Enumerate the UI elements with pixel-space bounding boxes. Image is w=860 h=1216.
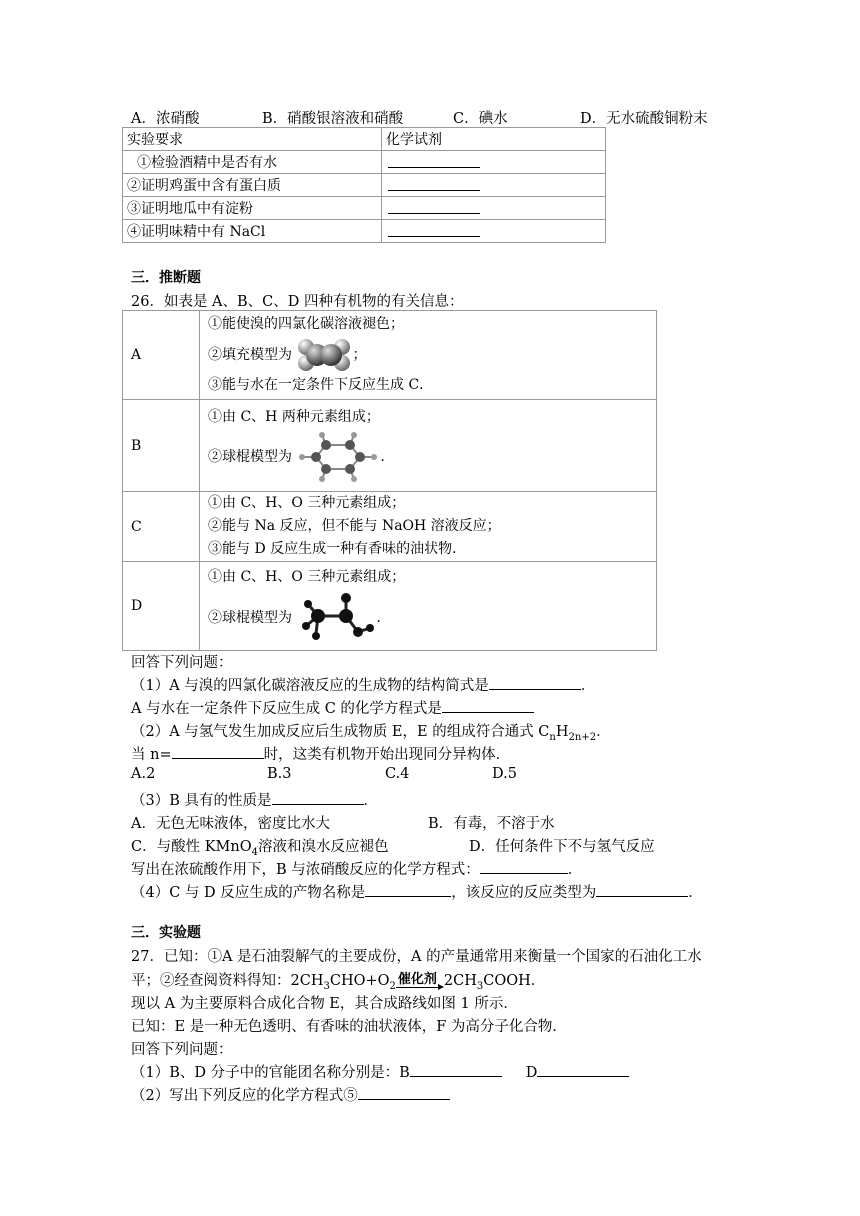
row-content <box>200 400 657 492</box>
question-text: 时，这类有机物开始出现同分异构体． <box>263 747 511 763</box>
row-label: C <box>123 492 200 562</box>
option-line <box>131 107 199 128</box>
table-row <box>123 311 657 400</box>
question-text: 当 n= <box>131 747 172 763</box>
choice-option: B.3 <box>267 766 292 782</box>
subscript: n <box>549 731 556 743</box>
table-row <box>123 197 606 220</box>
info-text: ②球棍模型为 <box>208 609 292 626</box>
answer-blank-cell <box>382 220 606 243</box>
choice-option: D．任何条件下不与氢气反应 <box>469 839 655 855</box>
arrow-icon <box>396 987 442 988</box>
row-content <box>200 492 657 562</box>
question-text: ． <box>567 862 583 878</box>
question-text: A 与水在一定条件下反应生成 C 的化学方程式是 <box>131 701 442 717</box>
question-text: （3）B 具有的性质是 <box>131 793 272 809</box>
option-d: D．无水硫酸铜粉末 <box>580 111 708 127</box>
question-text: H <box>555 724 569 740</box>
space-filling-model-icon <box>296 337 352 373</box>
question-text: 平；②经查阅资料得知：2CH <box>131 973 324 989</box>
answer-blank[interactable] <box>442 698 534 713</box>
choice-option: A．无色无味液体，密度比水大 <box>131 816 330 832</box>
answer-blank-cell <box>382 151 606 174</box>
sub-question-2a <box>131 720 611 743</box>
question-text: （1）A 与溴的四氯化碳溶液反应的生成物的结构简式是 <box>131 678 489 694</box>
subscript: 3 <box>323 980 330 992</box>
row-content <box>200 562 657 651</box>
info-line: ③能与水在一定条件下反应生成 C． <box>208 377 434 393</box>
answer-blank[interactable] <box>388 199 480 214</box>
acetic-acid-ball-stick-icon <box>296 590 376 646</box>
answer-blank[interactable] <box>388 176 480 191</box>
choice-option: A.2 <box>131 766 156 782</box>
option-b: B．硝酸银溶液和硝酸 <box>262 111 404 127</box>
q27-line <box>131 969 545 992</box>
answer-blank[interactable] <box>172 744 264 759</box>
subscript: 2 <box>389 980 396 992</box>
question-text: ． <box>688 885 703 901</box>
sub-question-3b <box>131 858 582 879</box>
table-cell: ①检验酒精中是否有水 <box>123 151 382 174</box>
answer-blank[interactable] <box>596 882 688 897</box>
question-text: （2）写出下列反应的化学方程式⑤ <box>131 1088 358 1104</box>
question-text: CHO+O <box>329 973 390 989</box>
info-text: ． <box>376 609 391 626</box>
info-line <box>208 336 652 374</box>
table-row <box>123 220 606 243</box>
info-line: ①由 C、H 两种元素组成； <box>208 409 380 425</box>
answer-blank-cell <box>382 174 606 197</box>
answer-blank[interactable] <box>365 882 451 897</box>
answer-blank[interactable] <box>480 859 568 874</box>
answer-blank[interactable] <box>388 222 480 237</box>
choice-option: C.4 <box>385 766 410 782</box>
answer-blank[interactable] <box>388 153 480 168</box>
question-text: ． <box>596 724 611 740</box>
info-line: ③能与 D 反应生成一种有香味的油状物． <box>208 541 467 557</box>
table-header-cell: 实验要求 <box>123 128 382 151</box>
section-title: 三．实验题 <box>131 925 201 941</box>
info-line <box>208 429 652 485</box>
question-text: 2CH <box>443 973 477 989</box>
info-text: ②填充模型为 <box>208 347 292 363</box>
sub-question-2b <box>131 743 510 764</box>
table-cell: ③证明地瓜中有淀粉 <box>123 197 382 220</box>
option-c: C．碘水 <box>453 111 508 127</box>
question-text: COOH． <box>483 973 546 989</box>
choice-option: B．有毒，不溶于水 <box>428 816 555 832</box>
info-line: ②能与 Na 反应，但不能与 NaOH 溶液反应； <box>208 518 501 534</box>
q27-subquestion-1 <box>131 1061 629 1082</box>
question-text: 溶液和溴水反应褪色 <box>257 839 389 855</box>
question-text: ． <box>363 793 378 809</box>
question-text: C．与酸性 KMnO <box>131 839 252 855</box>
info-line: ①能使溴的四氯化碳溶液褪色； <box>208 316 404 332</box>
option-a: A．浓硝酸 <box>131 111 200 127</box>
table-row <box>123 562 657 651</box>
table-header-cell: 化学试剂 <box>382 128 606 151</box>
answer-intro: 回答下列问题： <box>131 655 233 671</box>
q27-line: 现以 A 为主要原料合成化合物 E，其合成路线如图 1 所示． <box>131 996 518 1012</box>
row-label: B <box>123 400 200 492</box>
table-row <box>123 400 657 492</box>
table-cell: ②证明鸡蛋中含有蛋白质 <box>123 174 382 197</box>
subscript: 4 <box>251 846 258 858</box>
answer-blank-cell <box>382 197 606 220</box>
question-text: （4）C 与 D 反应生成的产物名称是 <box>131 885 366 901</box>
row-label: A <box>123 311 200 400</box>
reaction-arrow <box>396 972 444 992</box>
q27-line: 已知：E 是一种无色透明、有香味的油状液体，F 为高分子化合物． <box>131 1019 567 1035</box>
question-text: 写出在浓硫酸作用下，B 与浓硝酸反应的化学方程式： <box>131 862 480 878</box>
sub-question-4 <box>131 881 703 902</box>
sub-question-3a <box>131 789 378 810</box>
row-content <box>200 311 657 400</box>
benzene-ball-stick-icon <box>296 431 380 483</box>
sub-question-1b <box>131 697 534 718</box>
q27-line: 回答下列问题： <box>131 1042 233 1058</box>
answer-blank[interactable] <box>272 790 364 805</box>
question-text: D <box>525 1065 538 1081</box>
table-row <box>123 174 606 197</box>
subscript: 2n+2 <box>568 731 597 743</box>
question-text: ，该反应的反应类型为 <box>451 885 597 901</box>
choice-option <box>131 835 388 858</box>
info-line: ①由 C、H、O 三种元素组成； <box>208 495 406 511</box>
answer-blank[interactable] <box>489 675 581 690</box>
info-text: ． <box>380 449 395 465</box>
question-text: ． <box>580 678 596 694</box>
q27-line: 27．已知：①A 是石油裂解气的主要成份，A 的产量通常用来衡量一个国家的石油化工水 <box>131 949 702 965</box>
answer-blank[interactable] <box>410 1062 502 1077</box>
question-text: （1）B、D 分子中的官能团名称分别是：B <box>131 1065 410 1081</box>
organic-info-table <box>122 310 657 651</box>
info-line <box>208 589 652 647</box>
question-stem: 26．如表是 A、B、C、D 四种有机物的有关信息： <box>131 294 464 310</box>
catalyst-label: 催化剂 <box>397 971 437 987</box>
answer-blank[interactable] <box>358 1085 450 1100</box>
reagent-table <box>122 127 606 243</box>
info-text: ； <box>352 347 367 363</box>
choice-option: D.5 <box>492 766 517 782</box>
row-label: D <box>123 562 200 651</box>
q27-subquestion-2 <box>131 1084 450 1105</box>
table-row <box>123 492 657 562</box>
table-header-row <box>123 128 606 151</box>
question-text: （2）A 与氢气发生加成反应后生成物质 E，E 的组成符合通式 C <box>131 724 550 740</box>
section-title: 三．推断题 <box>131 270 201 286</box>
sub-question-1a <box>131 674 595 695</box>
info-line: ①由 C、H、O 三种元素组成； <box>208 568 406 585</box>
subscript: 3 <box>476 980 484 992</box>
info-text: ②球棍模型为 <box>208 449 292 465</box>
table-cell: ④证明味精中有 NaCl <box>123 220 382 243</box>
answer-blank[interactable] <box>537 1062 629 1077</box>
table-row <box>123 151 606 174</box>
